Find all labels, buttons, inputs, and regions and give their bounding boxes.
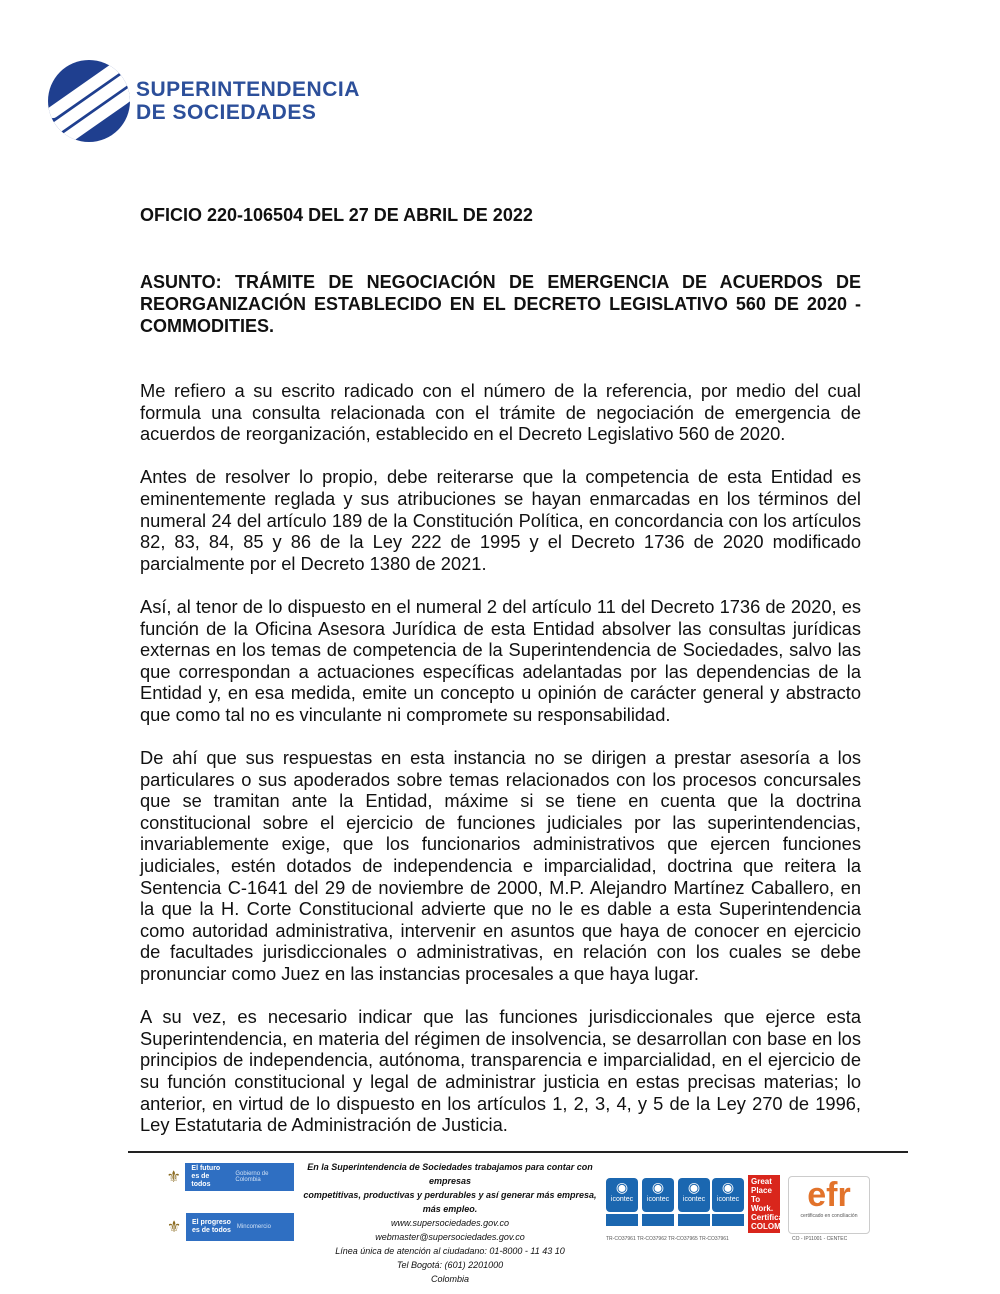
banner-line: es de todos bbox=[192, 1227, 231, 1234]
document-body bbox=[140, 380, 861, 1157]
cert-codes: TR-CO37961 TR-CO37962 TR-CO37965 TR-CO37961 bbox=[606, 1236, 729, 1242]
email-link[interactable]: webmaster@supersociedades.gov.co bbox=[375, 1232, 525, 1242]
footer-contact bbox=[300, 1160, 600, 1286]
icontec-cert-icon: ◉ icontec bbox=[712, 1178, 744, 1212]
logo-mark-icon bbox=[48, 60, 130, 142]
banner-sub: Mincomercio bbox=[236, 1224, 271, 1230]
contact-line: Tel Bogotá: (601) 2201000 bbox=[396, 1260, 504, 1270]
document-title: OFICIO 220-106504 DEL 27 DE ABRIL DE 2022 bbox=[140, 205, 533, 225]
banner-sub: Gobierno de Colombia bbox=[235, 1171, 269, 1183]
contact-line: competitivas, productivas y perdurables y así generar más empresa, más empleo. bbox=[303, 1190, 597, 1214]
banner-line: El futuro bbox=[191, 1165, 221, 1172]
icontec-cert-icon: ◉ icontec bbox=[678, 1178, 710, 1212]
contact-line: En la Superintendencia de Sociedades trabajamos para contar con empresas bbox=[307, 1162, 593, 1186]
great-place-to-work-badge: Great Place To Work. Certificado COLOMBIA bbox=[748, 1175, 780, 1233]
footer bbox=[0, 1158, 1000, 1284]
logo-line-1: SUPERINTENDENCIA bbox=[136, 78, 360, 101]
coat-of-arms-icon: ⚜ bbox=[162, 1213, 186, 1241]
website-link[interactable]: www.supersociedades.gov.co bbox=[391, 1218, 509, 1228]
logo-text bbox=[136, 78, 360, 124]
efr-badge bbox=[788, 1176, 870, 1234]
contact-line: Línea única de atención al ciudadano: 01-8000 - 11 43 10 bbox=[335, 1246, 565, 1256]
paragraph: De ahí que sus respuestas en esta instancia no se dirigen a prestar asesoría a los particulares o sus apoderados sobre temas relacionados con los procesos concursales que se tramitan ante la Entidad, máxime si se tiene en cuenta que la doctrina constitucional sobre el ejercicio de funciones judiciales por las superintendencias, invariablemente exige, que los funcionarios administrativos que ejercen funciones judiciales, estén dotados de independencia e imparcialidad, doctrina que reitera la Sentencia C-1641 del 29 de noviembre de 2000, M.P. Alejandro Martínez Caballero, en la que la H. Corte Constitucional advierte que no le es dable a esta Superintendencia como autoridad administrativa, intervenir en asuntos que haya de conocer en ejercicio de facultades jurisdiccionales o administrativas, en relación con los cuales se debe pronunciar como Juez en las instancias procesales a que haya lugar. bbox=[140, 747, 861, 985]
paragraph: Antes de resolver lo propio, debe reiterarse que la competencia de esta Entidad es eminentemente reglada y sus atribuciones se hayan enmarcadas en los términos del numeral 24 del artículo 189 de la Constitución Política, en concordancia con los artículos 82, 83, 84, 85 y 86 de la Ley 222 de 1995 y el Decreto 1736 de 2020 modificado parcialmente por el Decreto 1380 de 2021. bbox=[140, 466, 861, 574]
gov-banner-futuro bbox=[162, 1163, 294, 1191]
efr-logo: efr bbox=[807, 1176, 851, 1214]
banner-line: El progreso bbox=[192, 1219, 231, 1226]
efr-sub: certificado en conciliación bbox=[800, 1213, 858, 1219]
footer-divider bbox=[128, 1151, 908, 1153]
efr-code: CO - IP11001 - CENTEC bbox=[792, 1236, 848, 1242]
banner-line: es de todos bbox=[191, 1173, 211, 1188]
cert-cap bbox=[642, 1214, 674, 1226]
gov-banner-progreso bbox=[162, 1213, 294, 1241]
paragraph: Me refiero a su escrito radicado con el número de la referencia, por medio del cual formula una consulta relacionada con el trámite de negociación de emergencia de acuerdos de reorganización, establecido en el Decreto Legislativo 560 de 2020. bbox=[140, 380, 861, 445]
icontec-cert-icon: ◉ icontec bbox=[606, 1178, 638, 1212]
cert-cap bbox=[712, 1214, 744, 1226]
cert-cap bbox=[678, 1214, 710, 1226]
icontec-cert-icon: ◉ icontec bbox=[642, 1178, 674, 1212]
coat-of-arms-icon: ⚜ bbox=[162, 1163, 185, 1191]
document-subject: ASUNTO: TRÁMITE DE NEGOCIACIÓN DE EMERGENCIA DE ACUERDOS DE REORGANIZACIÓN ESTABLECIDO EN EL DECRETO LEGISLATIVO 560 DE 2020 - COMMODITIES. bbox=[140, 272, 861, 336]
paragraph: A su vez, es necesario indicar que las funciones jurisdiccionales que ejerce esta Superintendencia, en materia del régimen de insolvencia, se desarrollan con base en los principios de independencia, autónoma, transparencia e imparcialidad, en el ejercicio de su función constitucional y legal de administrar justicia en estas precisas materias; lo anterior, en virtud de lo dispuesto en los artículos 1, 2, 3, 4, y 5 de la Ley 270 de 1996, Ley Estatutaria de Administración de Justicia. bbox=[140, 1006, 861, 1136]
contact-line: Colombia bbox=[430, 1274, 470, 1284]
paragraph: Así, al tenor de lo dispuesto en el numeral 2 del artículo 11 del Decreto 1736 de 2020, es función de la Oficina Asesora Jurídica de esta Entidad absolver las consultas jurídicas externas en los temas de competencia de la Superintendencia de Sociedades, salvo las que correspondan a actuaciones específicas adelantadas por las dependencias de la Entidad y, en esa medida, emite un concepto u opinión de carácter general y abstracto que como tal no es vinculante ni compromete su responsabilidad. bbox=[140, 595, 861, 725]
logo-line-2: DE SOCIEDADES bbox=[136, 101, 317, 124]
cert-cap bbox=[606, 1214, 638, 1226]
logo bbox=[48, 60, 388, 144]
